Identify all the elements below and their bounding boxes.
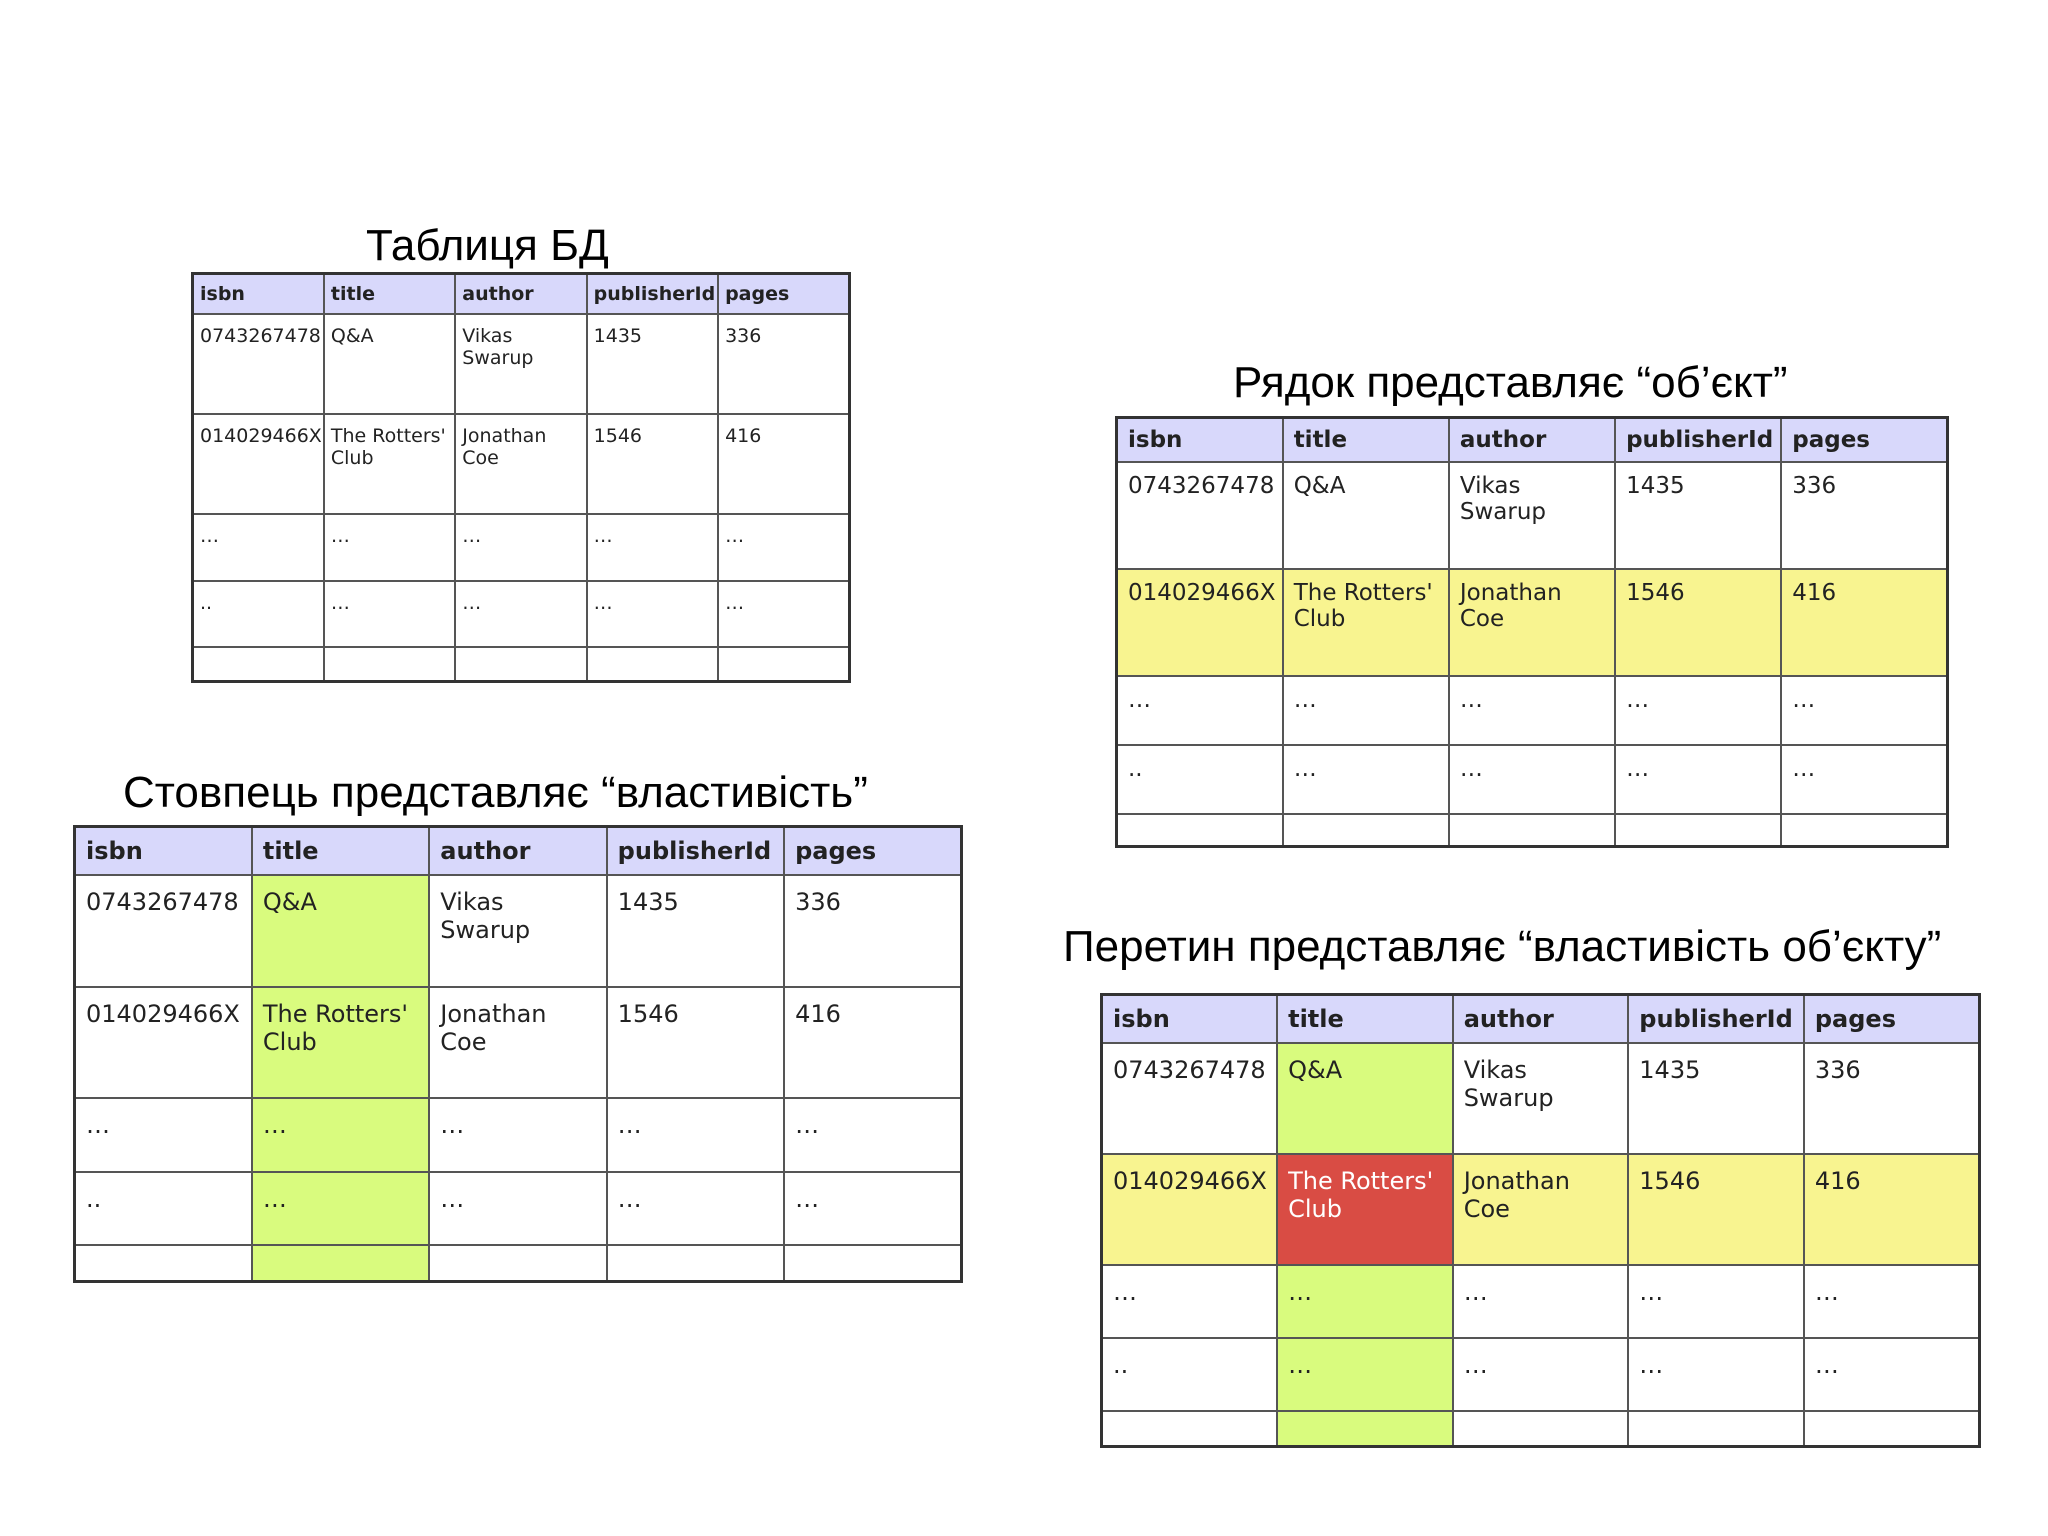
table-cell [1615,814,1781,847]
table-cell: … [193,514,324,581]
table-cell [252,1245,429,1281]
table-cell: … [1449,745,1615,814]
table-cell: … [1781,676,1947,745]
table-cell [784,1245,961,1281]
table-cell: Jonathan Coe [1449,569,1615,676]
column-header: author [1453,995,1629,1044]
table-cell [1117,814,1283,847]
column-property-title: Стовпець представляє “властивість” [123,768,868,817]
table-cell [1781,814,1947,847]
table-cell: 014029466X [75,987,252,1099]
table-cell: 1435 [1628,1043,1804,1154]
column-header: publisherId [1615,418,1781,463]
table-cell [607,1245,784,1281]
table-cell: Jonathan Coe [1453,1154,1629,1265]
table-db-title: Таблиця БД [366,221,609,270]
column-header: title [1283,418,1449,463]
table-cell: The Rotters' Club [1277,1154,1453,1265]
table-cell: 0743267478 [1102,1043,1278,1154]
table-row [75,1098,962,1172]
table-cell: Vikas Swarup [1449,462,1615,569]
table-cell: 1546 [587,414,718,514]
table-row [1117,462,1948,569]
table-cell: … [1283,745,1449,814]
table-cell [455,647,586,681]
table-cell: … [455,514,586,581]
table-cell: … [607,1098,784,1172]
table-cell: … [1628,1265,1804,1338]
table-cell: Q&A [1277,1043,1453,1154]
table-row [193,581,850,648]
table-row [1102,1043,1980,1154]
table-cell: … [718,581,849,648]
column-header: pages [1804,995,1980,1044]
table-cell: Q&A [324,314,455,414]
table-cell: … [1781,745,1947,814]
table-cell: Jonathan Coe [455,414,586,514]
column-header: isbn [75,827,252,876]
table-cell [718,647,849,681]
table-row [1117,676,1948,745]
table-row [1102,1265,1980,1338]
table-cell: Q&A [1283,462,1449,569]
table-cell: 1435 [1615,462,1781,569]
column-header: publisherId [607,827,784,876]
column-header: pages [784,827,961,876]
table-cell [324,647,455,681]
column-header: author [455,274,586,315]
table-cell [1277,1411,1453,1447]
column-header: pages [1781,418,1947,463]
table-db [191,272,851,683]
column-header: pages [718,274,849,315]
table-cell: … [784,1098,961,1172]
table-cell: … [1102,1265,1278,1338]
table-cell: .. [75,1172,252,1246]
data-table [1115,416,1949,848]
table-cell: … [718,514,849,581]
table-row [75,1172,962,1246]
table-cell: .. [1102,1338,1278,1411]
table-cell: 0743267478 [1117,462,1283,569]
column-header: publisherId [1628,995,1804,1044]
column-header: isbn [193,274,324,315]
table-cell: 1435 [587,314,718,414]
data-table [191,272,851,683]
table-cell: Jonathan Coe [429,987,606,1099]
table-cell: Q&A [252,875,429,987]
table-row [1102,1411,1980,1447]
table-cell: … [587,581,718,648]
table-cell: … [252,1172,429,1246]
column-header: title [252,827,429,876]
column-header: publisherId [587,274,718,315]
table-cell: … [1117,676,1283,745]
table-cell: 014029466X [193,414,324,514]
table-cell: Vikas Swarup [429,875,606,987]
table-cell: 416 [784,987,961,1099]
table-cell: 336 [1781,462,1947,569]
table-cell: 336 [1804,1043,1980,1154]
column-header: author [1449,418,1615,463]
table-cell: 014029466X [1102,1154,1278,1265]
table-cell: 1546 [1628,1154,1804,1265]
table-cell: The Rotters' Club [324,414,455,514]
table-cell: … [607,1172,784,1246]
table-cell: … [1453,1265,1629,1338]
table-cell: … [1277,1338,1453,1411]
table-cell: 336 [718,314,849,414]
table-row [1117,745,1948,814]
table-cell: 1435 [607,875,784,987]
table-cell: … [1277,1265,1453,1338]
table-row [193,514,850,581]
table-cell: 416 [718,414,849,514]
table-cell [1804,1411,1980,1447]
table-row [75,875,962,987]
table-cell: … [1804,1265,1980,1338]
table-cell: … [75,1098,252,1172]
header-row [75,827,962,876]
table-cell: 0743267478 [193,314,324,414]
header-row [1102,995,1980,1044]
table-cell [193,647,324,681]
table-cell: … [1449,676,1615,745]
table-cell: … [324,514,455,581]
table-row-highlight [1115,416,1949,848]
table-cell: … [429,1098,606,1172]
intersection-title: Перетин представляє “властивість об’єкту” [1063,922,1942,971]
table-cell: … [1615,745,1781,814]
table-cell [1449,814,1615,847]
column-header: isbn [1102,995,1278,1044]
table-cell: 416 [1781,569,1947,676]
table-cell: … [429,1172,606,1246]
table-cell [1628,1411,1804,1447]
table-cell: … [455,581,586,648]
header-row [193,274,850,315]
table-cell: 416 [1804,1154,1980,1265]
table-row [193,414,850,514]
table-row [1102,1338,1980,1411]
table-cell: … [1804,1338,1980,1411]
table-intersection-highlight [1100,993,1981,1448]
table-cell: … [1615,676,1781,745]
table-row [1117,814,1948,847]
table-cell: 0743267478 [75,875,252,987]
table-cell: .. [1117,745,1283,814]
row-object-title: Рядок представляє “об’єкт” [1233,358,1788,407]
table-cell [1453,1411,1629,1447]
column-header: title [324,274,455,315]
column-header: isbn [1117,418,1283,463]
table-cell: … [252,1098,429,1172]
table-cell: … [587,514,718,581]
table-row [1102,1154,1980,1265]
table-cell: Vikas Swarup [455,314,586,414]
data-table [73,825,963,1283]
table-cell: .. [193,581,324,648]
column-header: title [1277,995,1453,1044]
table-cell: … [1453,1338,1629,1411]
table-cell: Vikas Swarup [1453,1043,1629,1154]
table-row [75,987,962,1099]
table-cell: … [1628,1338,1804,1411]
table-cell [429,1245,606,1281]
table-row [75,1245,962,1281]
table-cell [75,1245,252,1281]
column-header: author [429,827,606,876]
data-table [1100,993,1981,1448]
table-cell: The Rotters' Club [1283,569,1449,676]
table-row [193,647,850,681]
table-cell [1102,1411,1278,1447]
table-cell: … [1283,676,1449,745]
table-row [1117,569,1948,676]
table-cell [1283,814,1449,847]
table-cell: 014029466X [1117,569,1283,676]
header-row [1117,418,1948,463]
table-cell: … [784,1172,961,1246]
table-cell: 1546 [1615,569,1781,676]
table-cell: The Rotters' Club [252,987,429,1099]
table-row [193,314,850,414]
table-cell: … [324,581,455,648]
table-cell: 1546 [607,987,784,1099]
table-column-highlight [73,825,963,1283]
table-cell [587,647,718,681]
table-cell: 336 [784,875,961,987]
